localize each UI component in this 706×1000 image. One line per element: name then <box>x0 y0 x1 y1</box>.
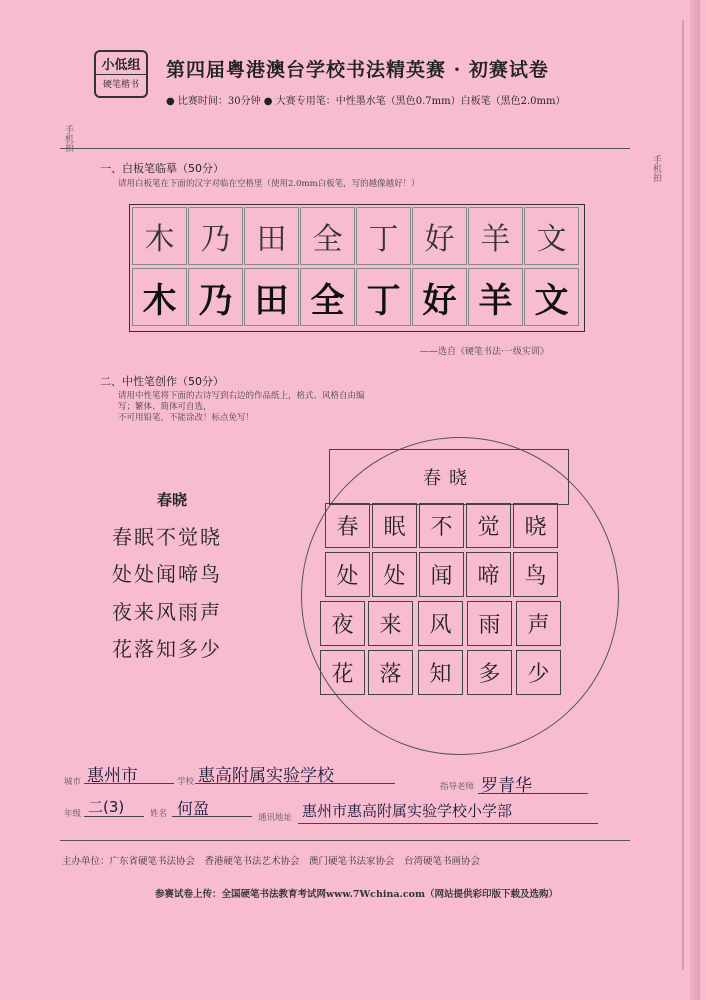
scan-edge <box>690 0 700 1000</box>
written-char: 文 <box>524 268 579 326</box>
work-char: 眠 <box>372 503 417 548</box>
scan-line <box>682 20 684 970</box>
group-sub-label: 硬笔楷书 <box>102 80 139 90</box>
city-value[interactable]: 惠州市 <box>87 766 138 786</box>
poem-line: 花落知多少 <box>112 637 222 661</box>
school-underline <box>195 783 395 784</box>
footer-rule <box>60 840 630 841</box>
city-label: 城市 <box>64 777 82 787</box>
written-char: 木 <box>132 268 187 326</box>
written-char: 乃 <box>188 268 243 326</box>
teacher-underline <box>478 793 588 794</box>
written-char: 羊 <box>468 268 523 326</box>
instruction-line: 不可用铅笔，不能涂改！标点免写！ <box>118 413 255 423</box>
work-char: 花 <box>320 650 365 695</box>
group-badge <box>94 50 148 98</box>
name-label: 姓名 <box>150 809 168 819</box>
work-char: 觉 <box>466 503 511 548</box>
grade-underline <box>84 816 144 817</box>
section1-heading: 一、白板笔临摹（50分） <box>100 162 224 175</box>
model-char: 文 <box>524 207 579 265</box>
work-char: 声 <box>516 601 561 646</box>
address-underline <box>298 823 598 824</box>
group-label: 小低组 <box>96 52 146 75</box>
work-char: 闻 <box>419 552 464 597</box>
work-char: 多 <box>467 650 512 695</box>
poem-line: 夜来风雨声 <box>112 600 222 624</box>
paper-subtitle: ● 比赛时间：30分钟 ● 大赛专用笔：中性墨水笔（黑色0.7mm）白板笔（黑色2.0mm） <box>166 96 566 107</box>
work-char: 晓 <box>513 503 558 548</box>
poem-line: 春眠不觉晓 <box>112 525 222 549</box>
work-char: 鸟 <box>513 552 558 597</box>
work-char: 处 <box>325 552 370 597</box>
work-char: 不 <box>419 503 464 548</box>
written-char: 全 <box>300 268 355 326</box>
paper-title: 第四届粤港澳台学校书法精英赛 · 初赛试卷 <box>166 59 549 81</box>
work-char: 少 <box>516 650 561 695</box>
grade-label: 年级 <box>64 809 82 819</box>
model-char: 全 <box>300 207 355 265</box>
school-value[interactable]: 惠高附属实验学校 <box>198 766 334 786</box>
teacher-label: 指导老师 <box>440 782 475 792</box>
school-label: 学校 <box>177 777 195 787</box>
section2-heading: 二、中性笔创作（50分） <box>100 375 224 388</box>
name-value[interactable]: 何盈 <box>177 799 210 818</box>
model-char: 羊 <box>468 207 523 265</box>
organizers: 主办单位：广东省硬笔书法协会 香港硬笔书法艺术协会 澳门硬笔书法家协会 台湾硬笔书画协会 <box>62 856 481 867</box>
section1-instruction: 请用白板笔在下面的汉字对临在空格里（使用2.0mm白板笔，写的越像越好！） <box>118 179 420 189</box>
section2-instruction <box>118 391 368 424</box>
written-char: 丁 <box>356 268 411 326</box>
model-char: 木 <box>132 207 187 265</box>
model-char: 乃 <box>188 207 243 265</box>
written-char: 好 <box>412 268 467 326</box>
work-title: 春晓 <box>329 449 569 505</box>
work-char: 处 <box>372 552 417 597</box>
copy-source: ——选自《硬笔书法·一级实训》 <box>420 347 549 357</box>
written-char: 田 <box>244 268 299 326</box>
copy-grid <box>129 204 585 332</box>
work-char: 春 <box>325 503 370 548</box>
teacher-value[interactable]: 罗青华 <box>481 776 532 796</box>
work-char: 雨 <box>467 601 512 646</box>
work-char: 啼 <box>466 552 511 597</box>
upload-info: 参赛试卷上传：全国硬笔书法教育考试网www.7Wchina.com（网站提供彩印版下载及选购） <box>155 889 559 900</box>
model-char: 丁 <box>356 207 411 265</box>
work-char: 知 <box>418 650 463 695</box>
city-underline <box>84 783 174 784</box>
right-margin-note: 手机拍 <box>651 155 661 182</box>
work-char: 夜 <box>320 601 365 646</box>
name-underline <box>172 816 252 817</box>
poem-line: 处处闻啼鸟 <box>112 562 222 586</box>
grade-value[interactable]: 二(3) <box>88 798 125 816</box>
address-label: 通讯地址 <box>258 813 293 823</box>
work-char: 风 <box>418 601 463 646</box>
left-margin-note: 手机拍 <box>63 125 73 152</box>
header-rule <box>60 148 630 149</box>
model-char: 好 <box>412 207 467 265</box>
address-value[interactable]: 惠州市惠高附属实验学校小学部 <box>302 802 513 820</box>
instruction-line: 请用中性笔将下面的古诗写到右边的作品纸上，格式、风格自由编写；繁体、简体可自选， <box>118 391 365 412</box>
poem-title: 春晓 <box>157 491 188 509</box>
work-char: 落 <box>368 650 413 695</box>
work-char: 来 <box>368 601 413 646</box>
model-char: 田 <box>244 207 299 265</box>
